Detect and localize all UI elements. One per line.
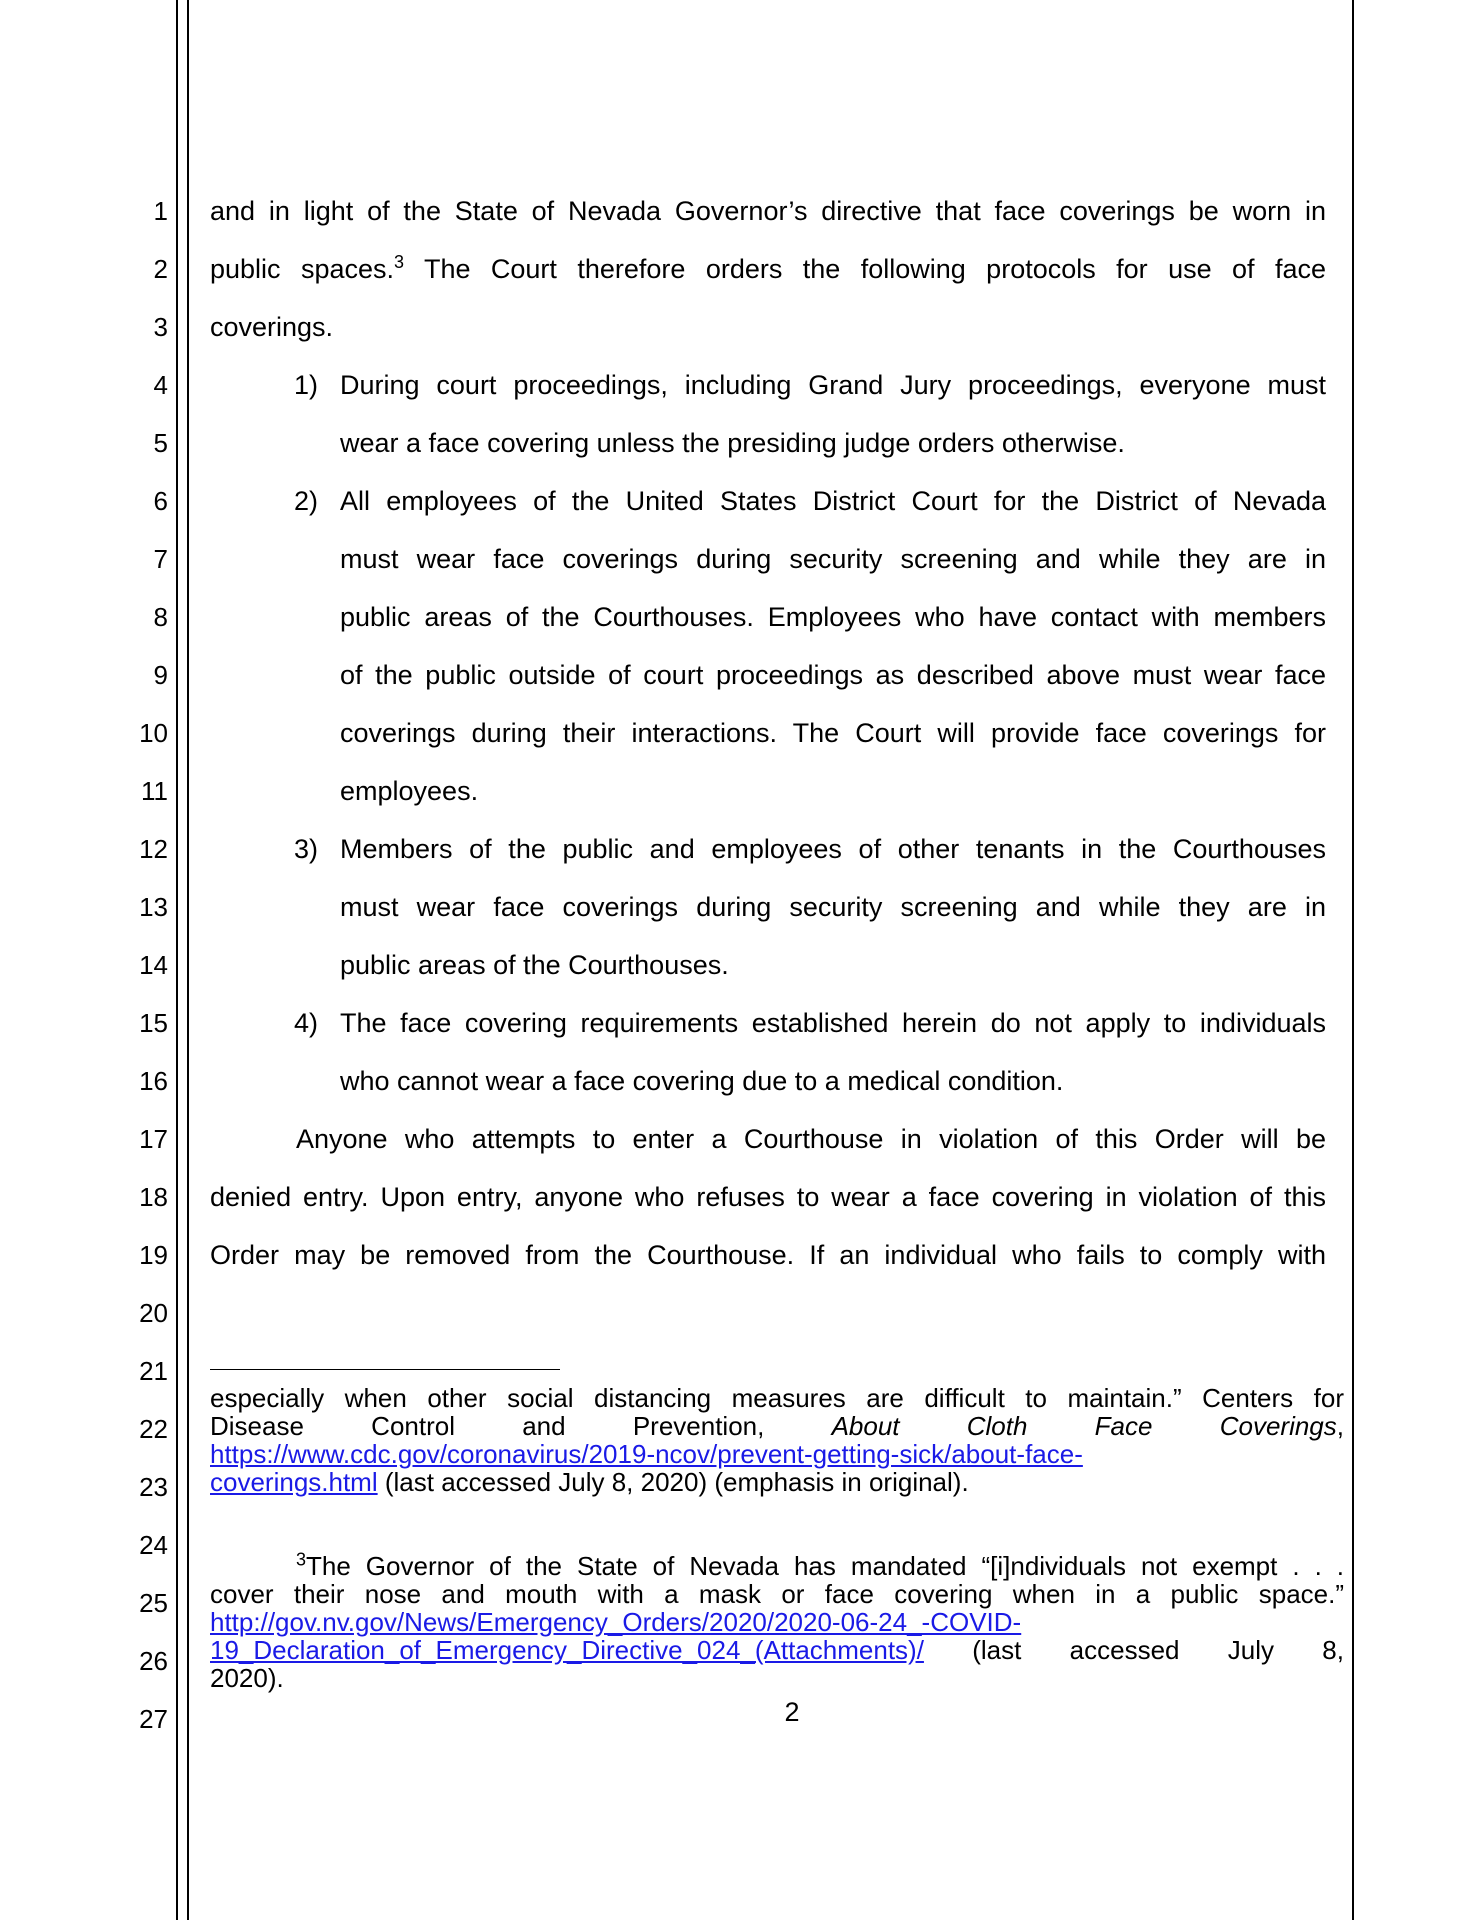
footnote-separator — [210, 1369, 560, 1370]
list-item-line: coverings during their interactions. The Court will provide face coverings for — [340, 718, 1326, 748]
list-item-number: 2) — [294, 486, 319, 516]
footnote-text: , — [1336, 1411, 1344, 1441]
nevada-governor-link[interactable]: http://gov.nv.gov/News/Emergency_Orders/2020/2020-06-24_-COVID- — [210, 1607, 1022, 1637]
list-item-number: 3) — [294, 834, 319, 864]
paragraph-line: denied entry. Upon entry, anyone who refuses to wear a face covering in violation of this — [210, 1182, 1326, 1212]
footnote-line — [296, 1549, 1344, 1581]
line-number: 21 — [139, 1356, 168, 1386]
line-number: 1 — [153, 196, 168, 226]
line-number: 8 — [153, 602, 168, 632]
cdc-link-continued[interactable]: coverings.html — [210, 1467, 378, 1497]
list-item-line: who cannot wear a face covering due to a medical condition. — [340, 1066, 1064, 1096]
footnote-reference: 3 — [394, 252, 405, 272]
intro-line — [210, 254, 1326, 284]
footnote-line: cover their nose and mouth with a mask or face covering when in a public space.” — [210, 1579, 1344, 1609]
page-number: 2 — [784, 1697, 800, 1727]
list-item-line: public areas of the Courthouses. — [340, 950, 729, 980]
footnote-text: The Governor of the State of Nevada has mandated “[i]ndividuals not exempt . . . — [306, 1551, 1344, 1581]
line-number: 9 — [153, 660, 168, 690]
line-number: 7 — [153, 544, 168, 574]
footnote-line — [210, 1636, 1344, 1664]
footnote-line: 2020). — [210, 1663, 284, 1693]
line-number: 20 — [139, 1298, 168, 1328]
list-item-number: 4) — [294, 1008, 319, 1038]
line-number: 2 — [153, 254, 168, 284]
margin-rule-right — [1352, 0, 1354, 1920]
cdc-link[interactable]: https://www.cdc.gov/coronavirus/2019-ncov/prevent-getting-sick/about-face- — [210, 1439, 1083, 1469]
margin-rule-left-inner — [187, 0, 189, 1920]
line-number: 13 — [139, 892, 168, 922]
line-number: 26 — [139, 1646, 168, 1676]
intro-line: and in light of the State of Nevada Governor’s directive that face coverings be worn in — [210, 196, 1326, 226]
footnote-line — [210, 1608, 1344, 1636]
footnote-marker: 3 — [296, 1549, 307, 1570]
footnote-line — [210, 1468, 1344, 1496]
paragraph-line: Order may be removed from the Courthouse. If an individual who fails to comply with — [210, 1240, 1326, 1270]
footnote-line — [210, 1440, 1344, 1468]
line-number: 24 — [139, 1530, 168, 1560]
list-item-line: must wear face coverings during security screening and while they are in — [340, 544, 1326, 574]
intro-text: public spaces. — [210, 254, 395, 284]
line-number: 3 — [153, 312, 168, 342]
line-number: 4 — [153, 370, 168, 400]
list-item-line: Members of the public and employees of other tenants in the Courthouses — [340, 834, 1326, 864]
line-number: 16 — [139, 1066, 168, 1096]
line-number: 12 — [139, 834, 168, 864]
line-number: 22 — [139, 1414, 168, 1444]
list-item-line: public areas of the Courthouses. Employees who have contact with members — [340, 602, 1326, 632]
footnote-text: Disease Control and Prevention, — [210, 1411, 832, 1441]
line-number: 10 — [139, 718, 168, 748]
intro-line: coverings. — [210, 312, 334, 342]
list-item-line: of the public outside of court proceedings as described above must wear face — [340, 660, 1326, 690]
list-item-line: The face covering requirements established herein do not apply to individuals — [340, 1008, 1326, 1038]
footnote-line: especially when other social distancing measures are difficult to maintain.” Centers for — [210, 1383, 1344, 1413]
footnote-title-italic: About Cloth Face Coverings — [831, 1411, 1337, 1441]
list-item-number: 1) — [294, 370, 319, 400]
line-number: 23 — [139, 1472, 168, 1502]
list-item-line: All employees of the United States District Court for the District of Nevada — [340, 486, 1326, 516]
paragraph-line: Anyone who attempts to enter a Courthouse in violation of this Order will be — [296, 1124, 1326, 1154]
footnote-line — [210, 1412, 1344, 1440]
intro-text: The Court therefore orders the following protocols for use of face — [404, 254, 1326, 284]
list-item-line: During court proceedings, including Grand Jury proceedings, everyone must — [340, 370, 1326, 400]
line-number: 19 — [139, 1240, 168, 1270]
line-number: 5 — [153, 428, 168, 458]
list-item-line: employees. — [340, 776, 479, 806]
footnote-text: (last accessed July 8, — [923, 1635, 1344, 1665]
line-number: 18 — [139, 1182, 168, 1212]
line-number: 11 — [141, 776, 168, 806]
line-number: 14 — [139, 950, 168, 980]
footnote-text: (last accessed July 8, 2020) (emphasis in original). — [377, 1467, 969, 1497]
line-number: 27 — [139, 1704, 168, 1734]
line-number: 17 — [139, 1124, 168, 1154]
nevada-governor-link-continued[interactable]: 19_Declaration_of_Emergency_Directive_024_(Attachments)/ — [210, 1635, 924, 1665]
line-number: 15 — [139, 1008, 168, 1038]
line-number: 6 — [153, 486, 168, 516]
margin-rule-left-outer — [176, 0, 178, 1920]
list-item-line: must wear face coverings during security screening and while they are in — [340, 892, 1326, 922]
line-number: 25 — [139, 1588, 168, 1618]
list-item-line: wear a face covering unless the presiding judge orders otherwise. — [340, 428, 1125, 458]
